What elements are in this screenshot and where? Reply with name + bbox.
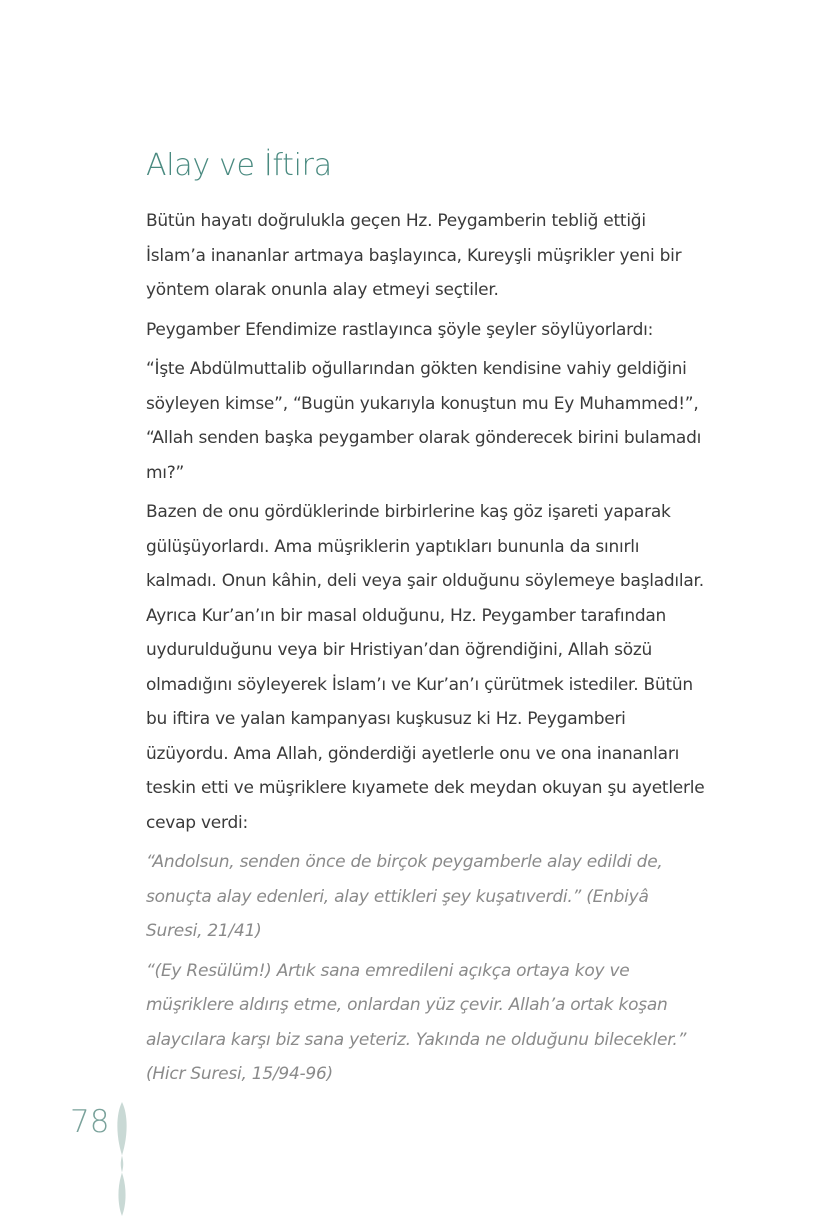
page-number: 78 bbox=[70, 1104, 110, 1140]
paragraph-slander: Bazen de onu gördüklerinde birbirlerine kaş göz işareti yaparak gülüşüyorlardı. Ama müşriklerin yaptıkları bununla da sınırlı kalmadı. Onun kâhin, deli veya şair olduğunu söylemeye başladılar. Ayrıca Kur’an’ın bir masal olduğunu, Hz. Peygamber tarafından uydurulduğunu veya bir Hristiyan’dan öğrendiğini, Allah sözü olmadığını söyleyerek İslam’ı ve Kur’an’ı çürütmek istediler. Bütün bu iftira ve yalan kampanyası kuşkusuz ki Hz. Peygamberi üzüyordu. Ama Allah, gönderdiği ayetlerle onu ve ona inananları teskin etti ve müşriklere kıyamete dek meydan okuyan şu ayetlerle cevap verdi: bbox=[146, 502, 705, 833]
paragraph-sayings-lead: Peygamber Efendimize rastlayınca şöyle şeyler söylüyorlardı: bbox=[146, 319, 654, 340]
paragraph-intro: Bütün hayatı doğrulukla geçen Hz. Peygamberin tebliğ ettiği İslam’a inananlar artmaya başlayınca, Kureyşli müşrikler yeni bir yöntem olarak onunla alay etmeyi seçtiler. bbox=[146, 211, 682, 300]
section-title: Alay ve İftira bbox=[146, 148, 332, 183]
page-ornament-icon bbox=[112, 1100, 132, 1217]
paragraph-sayings: “İşte Abdülmuttalib oğullarından gökten kendisine vahiy geldiğini söyleyen kimse”, “Bugün yukarıyla konuştun mu Ey Muhammed!”, “Allah senden başka peygamber olarak gönderecek birini bulamadı mı?” bbox=[146, 359, 702, 483]
quote-enbiya: “Andolsun, senden önce de birçok peygamberle alay edildi de, sonuçta alay edenleri, alay ettikleri şey kuşatıverdi.” (Enbiyâ Suresi, 21/41) bbox=[146, 852, 663, 941]
quote-hicr: “(Ey Resülüm!) Artık sana emredileni açıkça ortaya koy ve müşriklere aldırış etme, onlardan yüz çevir. Allah’a ortak koşan alaycılara karşı biz sana yeteriz. Yakında ne olduğunu bilecekler.” (Hicr Suresi, 15/94-96) bbox=[146, 960, 687, 1084]
page-content bbox=[146, 140, 706, 1097]
